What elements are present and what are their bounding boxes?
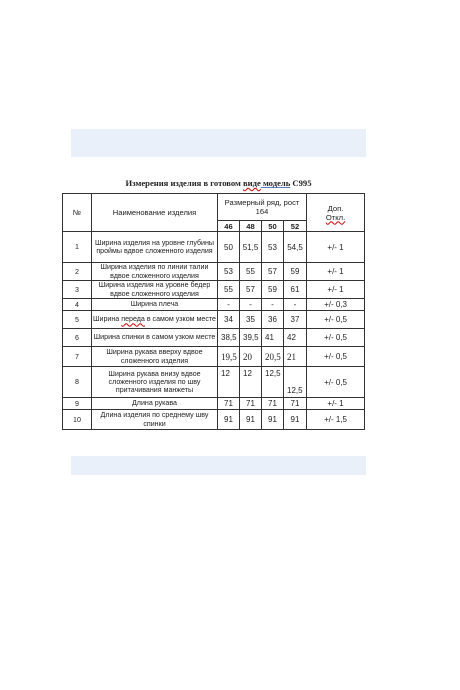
table-row — [63, 410, 365, 430]
row-value: - — [284, 299, 307, 311]
row-name: Ширина изделия по линии талии вдвое сложенного изделия — [92, 263, 218, 281]
row-value: 59 — [262, 281, 284, 299]
row-value: - — [262, 299, 284, 311]
row-num: 3 — [63, 281, 92, 299]
row-value: 19,5 — [218, 347, 240, 367]
row-tolerance: +/- 0,3 — [307, 299, 365, 311]
row-name: Ширина плеча — [92, 299, 218, 311]
row-tolerance: +/- 1 — [307, 398, 365, 410]
row-name — [92, 311, 218, 329]
row-value: 35 — [240, 311, 262, 329]
title-text: Измерения изделия в готовом — [125, 178, 244, 188]
title-word-model: модель — [262, 178, 291, 188]
row-value: 54,5 — [284, 232, 307, 263]
header-sizes-title: Размерный ряд, рост 164 — [218, 194, 307, 221]
size-52: 52 — [284, 221, 307, 232]
row-tolerance: +/- 1 — [307, 263, 365, 281]
row-value: 61 — [284, 281, 307, 299]
table-header-row — [63, 194, 365, 221]
title-word-vide: виде — [243, 178, 261, 188]
row-name-part: Ширина — [93, 315, 122, 324]
row-name: Ширина рукава внизу вдвое сложенного изделия по шву притачивания манжеты — [92, 367, 218, 398]
table-row — [63, 299, 365, 311]
row-tolerance: +/- 1,5 — [307, 410, 365, 430]
row-value: 37 — [284, 311, 307, 329]
row-value: 20,5 — [262, 347, 284, 367]
size-48: 48 — [240, 221, 262, 232]
row-value: - — [240, 299, 262, 311]
row-value: 34 — [218, 311, 240, 329]
row-name: Длина рукава — [92, 398, 218, 410]
row-tolerance: +/- 0,5 — [307, 367, 365, 398]
row-value: 53 — [262, 232, 284, 263]
row-num: 9 — [63, 398, 92, 410]
row-value: 91 — [262, 410, 284, 430]
row-name-part: переда — [121, 315, 145, 324]
row-value: 41 — [262, 329, 284, 347]
row-value: 20 — [240, 347, 262, 367]
header-num: № — [63, 194, 92, 232]
top-highlight-band — [71, 129, 366, 157]
row-value: 12 — [240, 367, 262, 398]
row-value: 39,5 — [240, 329, 262, 347]
measurements-table — [62, 193, 365, 430]
table-row — [63, 311, 365, 329]
row-tolerance: +/- 0,5 — [307, 311, 365, 329]
row-value: 12 — [218, 367, 240, 398]
table-title — [71, 178, 366, 188]
row-tolerance: +/- 1 — [307, 281, 365, 299]
row-value: 91 — [240, 410, 262, 430]
header-tolerance-line2: Откл. — [325, 212, 346, 222]
row-value: 51,5 — [240, 232, 262, 263]
row-num: 8 — [63, 367, 92, 398]
row-name-part: в самом узком месте — [144, 315, 216, 324]
row-value: 91 — [218, 410, 240, 430]
row-value: - — [218, 299, 240, 311]
header-tolerance — [307, 194, 365, 232]
table-row — [63, 232, 365, 263]
row-num: 1 — [63, 232, 92, 263]
row-name: Ширина изделия на уровне глубины проймы вдвое сложенного изделия — [92, 232, 218, 263]
row-value: 91 — [284, 410, 307, 430]
row-value: 50 — [218, 232, 240, 263]
row-value: 71 — [262, 398, 284, 410]
table-row — [63, 281, 365, 299]
row-value: 59 — [284, 263, 307, 281]
row-tolerance: +/- 1 — [307, 232, 365, 263]
row-value: 71 — [218, 398, 240, 410]
row-value: 42 — [284, 329, 307, 347]
table-row — [63, 263, 365, 281]
row-num: 2 — [63, 263, 92, 281]
table-row — [63, 398, 365, 410]
table-row — [63, 347, 365, 367]
row-value: 71 — [240, 398, 262, 410]
header-name: Наименование изделия — [92, 194, 218, 232]
row-value: 36 — [262, 311, 284, 329]
header-tolerance-line1: Доп. — [327, 203, 344, 213]
row-num: 5 — [63, 311, 92, 329]
row-tolerance: +/- 0,5 — [307, 329, 365, 347]
row-value: 57 — [262, 263, 284, 281]
row-value: 21 — [284, 347, 307, 367]
row-value: 12,5 — [262, 367, 284, 398]
row-name: Длина изделия по среднему шву спинки — [92, 410, 218, 430]
row-name: Ширина изделия на уровне бедер вдвое сложенного изделия — [92, 281, 218, 299]
row-value: 71 — [284, 398, 307, 410]
title-model-code: С995 — [290, 178, 312, 188]
row-name: Ширина спинки в самом узком месте — [92, 329, 218, 347]
row-num: 4 — [63, 299, 92, 311]
row-value: 53 — [218, 263, 240, 281]
row-num: 6 — [63, 329, 92, 347]
table-row — [63, 329, 365, 347]
row-value: 57 — [240, 281, 262, 299]
row-value: 55 — [240, 263, 262, 281]
row-tolerance: +/- 0,5 — [307, 347, 365, 367]
row-num: 7 — [63, 347, 92, 367]
row-value: 12,5 — [284, 367, 307, 398]
row-value: 38,5 — [218, 329, 240, 347]
bottom-highlight-band — [71, 456, 366, 475]
row-num: 10 — [63, 410, 92, 430]
row-name: Ширина рукава вверху вдвое сложенного изделия — [92, 347, 218, 367]
table-row — [63, 367, 365, 398]
size-46: 46 — [218, 221, 240, 232]
size-50: 50 — [262, 221, 284, 232]
row-value: 55 — [218, 281, 240, 299]
